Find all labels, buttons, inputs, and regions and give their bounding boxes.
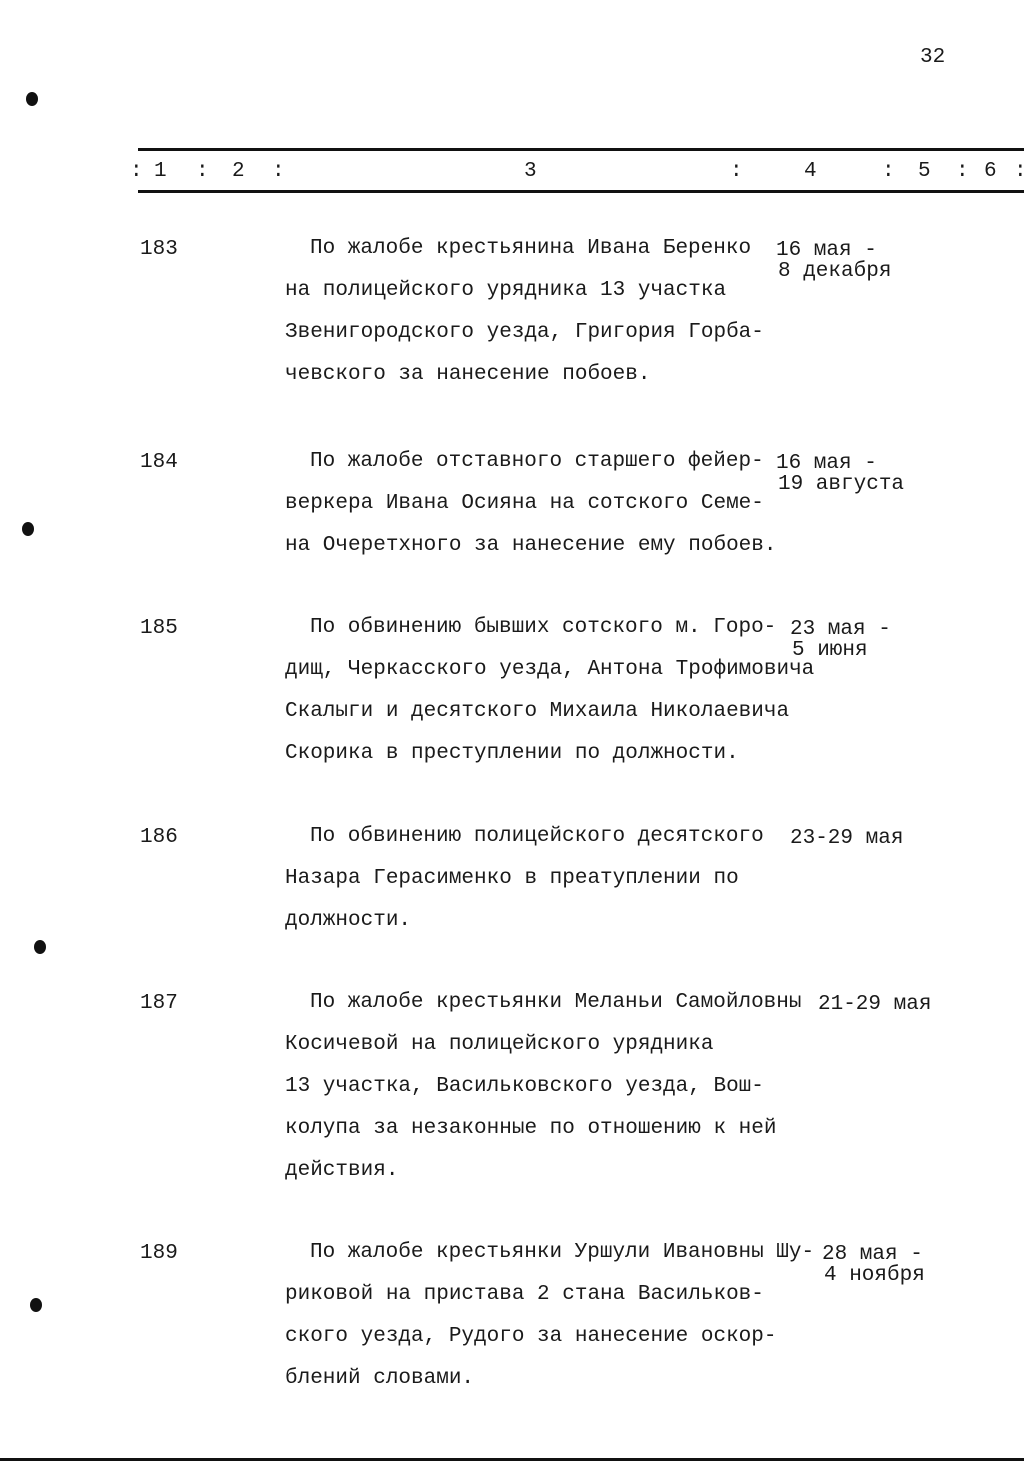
- entry-date-range: [776, 240, 891, 282]
- col-sep: :: [730, 160, 743, 183]
- col-sep: :: [956, 160, 969, 183]
- date-line: 19 августа: [778, 473, 905, 496]
- entry-number: 183: [140, 238, 178, 261]
- description-line: на полицейского урядника 13 участка: [285, 279, 727, 302]
- entry-description: [285, 607, 815, 775]
- description-line: Назара Герасименко в преатуплении по: [285, 867, 739, 890]
- col-sep: :: [1014, 160, 1027, 183]
- description-line: риковой на пристава 2 стана Васильков-: [285, 1283, 764, 1306]
- punch-hole: [30, 1298, 42, 1312]
- col-sep: :: [130, 160, 143, 183]
- date-line: 16 мая -: [776, 452, 877, 475]
- col-sep: :: [196, 160, 209, 183]
- bottom-rule: [0, 1458, 1024, 1461]
- col-6: 6: [984, 160, 997, 183]
- date-line: 28 мая -: [822, 1243, 923, 1266]
- col-4: 4: [804, 160, 817, 183]
- description-line: Косичевой на полицейского урядника: [285, 1033, 714, 1056]
- entry-description: [285, 982, 802, 1192]
- description-line: веркера Ивана Осияна на сотского Семе-: [285, 492, 764, 515]
- description-line: По обвинению бывших сотского м. Горо-: [310, 616, 777, 639]
- date-line: 21-29 мая: [818, 993, 932, 1016]
- description-line: действия.: [285, 1159, 399, 1182]
- description-line: дищ, Черкасского уезда, Антона Трофимовича: [285, 658, 815, 681]
- header-bottom-rule: [138, 190, 1024, 193]
- date-line: 4 ноября: [824, 1264, 925, 1287]
- entry-description: [285, 816, 785, 942]
- description-line: Скалыги и десятского Михаила Николаевича: [285, 700, 790, 723]
- description-line: колупа за незаконные по отношению к ней: [285, 1117, 777, 1140]
- entry-description: [285, 1232, 815, 1400]
- description-line: Скорика в преступлении по должности.: [285, 742, 739, 765]
- date-line: 23 мая -: [790, 618, 891, 641]
- description-line: По обвинению полицейского десятского: [310, 825, 764, 848]
- entry-number: 189: [140, 1242, 178, 1265]
- col-3: 3: [524, 160, 537, 183]
- entry-number: 186: [140, 826, 178, 849]
- description-line: должности.: [285, 909, 412, 932]
- col-sep: :: [272, 160, 285, 183]
- description-line: По жалобе крестьянина Ивана Беренко: [310, 237, 752, 260]
- entry-date-range: [790, 828, 903, 849]
- date-line: 23-29 мая: [790, 827, 904, 850]
- page-number: 32: [920, 46, 946, 69]
- date-line: 5 июня: [792, 639, 868, 662]
- punch-hole: [26, 92, 38, 106]
- col-5: 5: [918, 160, 931, 183]
- description-line: Звенигородского уезда, Григория Горба-: [285, 321, 764, 344]
- entry-date-range: [776, 453, 904, 495]
- col-sep: :: [882, 160, 895, 183]
- entry-number: 184: [140, 451, 178, 474]
- entry-date-range: [818, 994, 931, 1015]
- entry-description: [285, 228, 785, 396]
- description-line: 13 участка, Васильковского уезда, Вош-: [285, 1075, 764, 1098]
- punch-hole: [34, 940, 46, 954]
- description-line: По жалобе крестьянки Меланьи Самойловны: [310, 991, 802, 1014]
- entry-number: 185: [140, 617, 178, 640]
- description-line: блений словами.: [285, 1367, 475, 1390]
- header-top-rule: [138, 148, 1024, 151]
- description-line: чевского за нанесение побоев.: [285, 363, 651, 386]
- col-1: 1: [154, 160, 167, 183]
- entry-description: [285, 441, 785, 567]
- description-line: на Очеретхного за нанесение ему побоев.: [285, 534, 777, 557]
- date-line: 8 декабря: [778, 260, 892, 283]
- entry-date-range: [822, 1244, 925, 1286]
- description-line: По жалобе крестьянки Уршули Ивановны Шу-: [310, 1241, 815, 1264]
- col-2: 2: [232, 160, 245, 183]
- description-line: По жалобе отставного старшего фейер-: [310, 450, 764, 473]
- punch-hole: [22, 522, 34, 536]
- entry-date-range: [790, 619, 891, 661]
- column-header: [130, 160, 1027, 190]
- description-line: ского уезда, Рудого за нанесение оскор-: [285, 1325, 777, 1348]
- entry-number: 187: [140, 992, 178, 1015]
- date-line: 16 мая -: [776, 239, 877, 262]
